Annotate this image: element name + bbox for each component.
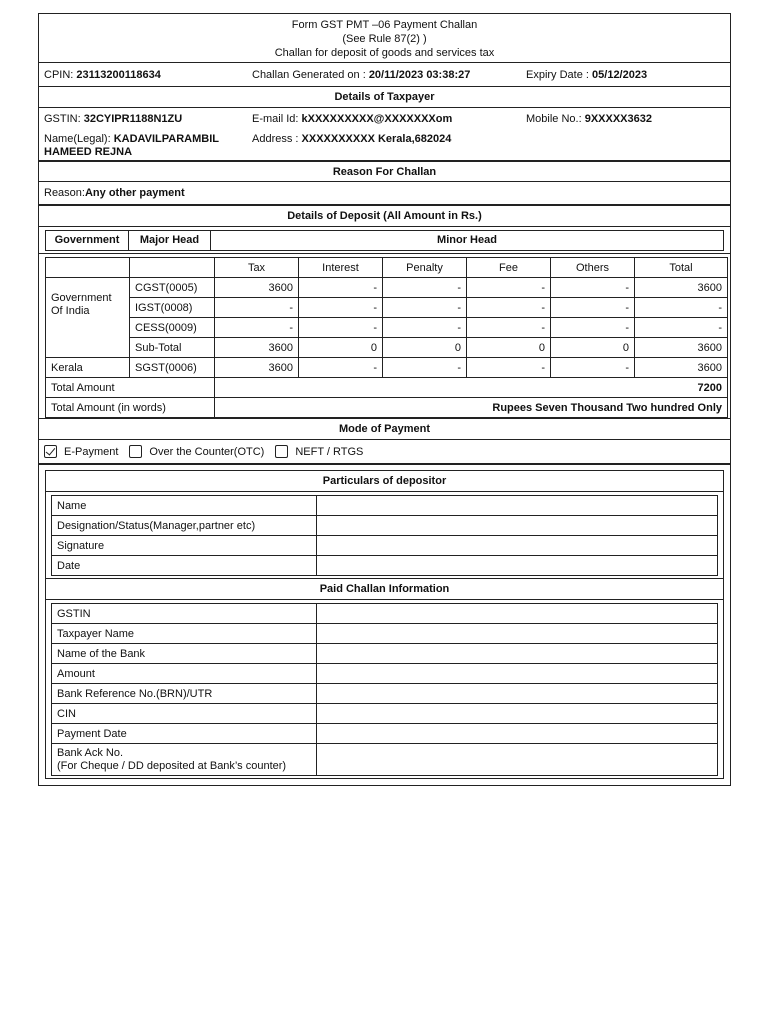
amount-words-label: Total Amount (in words) <box>46 398 215 418</box>
table-row <box>46 318 728 338</box>
checkbox-icon[interactable] <box>275 445 288 458</box>
depositor-field-value <box>317 516 718 536</box>
depositor-section <box>39 465 730 785</box>
deposit-table <box>45 257 728 418</box>
gstin-value: 32CYIPR1188N1ZU <box>83 113 183 125</box>
amount-cell: - <box>299 298 383 318</box>
taxpayer-details <box>39 108 730 162</box>
address-label: Address : <box>252 133 302 145</box>
table-row <box>52 604 718 624</box>
amount-cell: - <box>215 298 299 318</box>
bank-ack-line2: (For Cheque / DD deposited at Bank’s counter) <box>57 759 287 772</box>
paid-field-label: Amount <box>52 664 317 684</box>
amount-cell: - <box>299 358 383 378</box>
name-value-2: HAMEED REJNA <box>44 146 133 158</box>
table-row <box>46 278 728 298</box>
table-row <box>52 556 718 576</box>
amount-cell: - <box>215 318 299 338</box>
depositor-table-wrap <box>46 492 723 579</box>
column-header: Penalty <box>383 258 467 278</box>
paid-info-table-wrap <box>46 600 723 778</box>
bank-ack-value-cell <box>317 744 718 776</box>
major-head-cell: CGST(0005) <box>130 278 215 298</box>
paid-field-label: Payment Date <box>52 724 317 744</box>
total-amount-value: 7200 <box>215 378 728 398</box>
amount-cell: 3600 <box>215 338 299 358</box>
table-row <box>52 664 718 684</box>
depositor-outer-box <box>45 470 724 779</box>
amount-cell: - <box>551 278 635 298</box>
deposit-head-row <box>39 227 730 254</box>
mobile <box>526 113 652 125</box>
head-government: Government <box>46 230 129 250</box>
amount-cell: - <box>299 278 383 298</box>
depositor-field-label: Name <box>52 496 317 516</box>
column-header-row <box>46 258 728 278</box>
major-head-cell: Sub-Total <box>130 338 215 358</box>
depositor-field-label: Designation/Status(Manager,partner etc) <box>52 516 317 536</box>
email-label: E-mail Id: <box>252 113 302 125</box>
email <box>252 113 452 125</box>
amount-cell: - <box>299 318 383 338</box>
empty-header-cell <box>130 258 215 278</box>
cpin-value: 23113200118634 <box>76 68 161 81</box>
gov-india-cell: Government Of India <box>46 278 130 358</box>
amount-cell: 3600 <box>215 358 299 378</box>
payment-option[interactable] <box>129 445 264 458</box>
column-header: Fee <box>467 258 551 278</box>
reason-value: Any other payment <box>84 187 185 199</box>
depositor-field-value <box>317 556 718 576</box>
address <box>252 133 451 145</box>
amount-cell: 3600 <box>635 278 728 298</box>
amount-cell: - <box>383 278 467 298</box>
cpin <box>44 69 161 81</box>
generated-label: Challan Generated on : <box>252 68 369 81</box>
table-row <box>46 298 728 318</box>
address-value: XXXXXXXXXX Kerala,682024 <box>301 133 452 145</box>
empty-header-cell <box>46 258 130 278</box>
amount-words-row <box>46 398 728 418</box>
expiry-label: Expiry Date : <box>526 68 593 81</box>
payment-option[interactable] <box>44 445 118 458</box>
paid-field-value <box>317 684 718 704</box>
name-value-1: KADAVILPARAMBIL <box>113 133 220 145</box>
paid-info-heading: Paid Challan Information <box>46 579 723 600</box>
email-value: kXXXXXXXXX@XXXXXXXom <box>301 113 453 125</box>
table-row <box>52 704 718 724</box>
depositor-table <box>51 495 718 576</box>
payment-option[interactable] <box>275 445 363 458</box>
amount-cell: - <box>467 358 551 378</box>
paid-field-value <box>317 704 718 724</box>
checkbox-icon[interactable] <box>44 445 57 458</box>
paid-field-label: CIN <box>52 704 317 724</box>
payment-mode-heading: Mode of Payment <box>39 419 730 440</box>
challan-info-row <box>39 63 730 87</box>
table-row <box>52 724 718 744</box>
bank-ack-label <box>52 744 317 776</box>
amount-words-value: Rupees Seven Thousand Two hundred Only <box>215 398 728 418</box>
taxpayer-heading: Details of Taxpayer <box>39 87 730 108</box>
depositor-field-value <box>317 496 718 516</box>
head-major: Major Head <box>129 230 211 250</box>
paid-field-label: Name of the Bank <box>52 644 317 664</box>
table-row <box>52 644 718 664</box>
depositor-field-label: Signature <box>52 536 317 556</box>
paid-field-value <box>317 724 718 744</box>
deposit-table-wrap <box>39 254 730 419</box>
amount-cell: 0 <box>467 338 551 358</box>
amount-cell: - <box>551 318 635 338</box>
form-title: Form GST PMT –06 Payment Challan <box>291 18 478 31</box>
checkbox-icon[interactable] <box>129 445 142 458</box>
amount-cell: - <box>551 298 635 318</box>
mobile-value: 9XXXXX3632 <box>584 113 652 125</box>
amount-cell: - <box>467 278 551 298</box>
reason-heading: Reason For Challan <box>39 162 730 182</box>
mobile-label: Mobile No.: <box>526 113 585 125</box>
payment-option-label: E-Payment <box>64 445 119 458</box>
cpin-label: CPIN: <box>44 68 77 81</box>
expiry-value: 05/12/2023 <box>592 68 648 81</box>
table-row <box>52 624 718 644</box>
generated-value: 20/11/2023 03:38:27 <box>368 68 471 81</box>
amount-cell: - <box>383 358 467 378</box>
expiry-date <box>526 69 647 81</box>
challan-generated <box>252 69 470 81</box>
table-row <box>52 496 718 516</box>
table-row <box>52 516 718 536</box>
major-head-cell: IGST(0008) <box>130 298 215 318</box>
state-cell: Kerala <box>46 358 130 378</box>
major-head-cell: SGST(0006) <box>130 358 215 378</box>
legal-name <box>44 133 219 159</box>
amount-cell: - <box>383 318 467 338</box>
amount-cell: 3600 <box>635 358 728 378</box>
amount-cell: 3600 <box>635 338 728 358</box>
column-header: Tax <box>215 258 299 278</box>
amount-cell: 0 <box>383 338 467 358</box>
head-table <box>45 230 724 251</box>
table-row <box>46 338 728 358</box>
deposit-heading: Details of Deposit (All Amount in Rs.) <box>39 206 730 227</box>
form-title-block <box>39 14 730 63</box>
column-header: Others <box>551 258 635 278</box>
paid-field-value <box>317 644 718 664</box>
paid-field-label: Taxpayer Name <box>52 624 317 644</box>
paid-field-value <box>317 664 718 684</box>
gstin <box>44 113 182 125</box>
form-rule: (See Rule 87(2) ) <box>342 32 427 45</box>
reason-row <box>39 182 730 206</box>
payment-mode-row <box>39 440 730 465</box>
total-amount-row <box>46 378 728 398</box>
name-label: Name(Legal): <box>44 133 114 145</box>
challan-form <box>38 13 731 786</box>
amount-cell: 0 <box>551 338 635 358</box>
amount-cell: - <box>467 298 551 318</box>
paid-field-label: GSTIN <box>52 604 317 624</box>
form-subtitle: Challan for deposit of goods and services tax <box>274 46 495 59</box>
amount-cell: 3600 <box>215 278 299 298</box>
paid-field-label: Bank Reference No.(BRN)/UTR <box>52 684 317 704</box>
major-head-cell: CESS(0009) <box>130 318 215 338</box>
payment-option-label: NEFT / RTGS <box>295 445 364 458</box>
amount-cell: - <box>551 358 635 378</box>
amount-cell: - <box>383 298 467 318</box>
bank-ack-line1: Bank Ack No. <box>57 746 124 759</box>
payment-option-label: Over the Counter(OTC) <box>149 445 265 458</box>
column-header: Total <box>635 258 728 278</box>
gstin-label: GSTIN: <box>44 113 84 125</box>
column-header: Interest <box>299 258 383 278</box>
depositor-field-value <box>317 536 718 556</box>
head-minor: Minor Head <box>211 230 724 250</box>
amount-cell: - <box>467 318 551 338</box>
depositor-field-label: Date <box>52 556 317 576</box>
paid-info-table <box>51 603 718 776</box>
amount-cell: - <box>635 318 728 338</box>
amount-cell: - <box>635 298 728 318</box>
bank-ack-row <box>52 744 718 776</box>
table-row <box>52 684 718 704</box>
paid-field-value <box>317 604 718 624</box>
amount-cell: 0 <box>299 338 383 358</box>
paid-field-value <box>317 624 718 644</box>
table-row <box>52 536 718 556</box>
depositor-heading: Particulars of depositor <box>46 471 723 492</box>
table-row <box>46 358 728 378</box>
total-amount-label: Total Amount <box>46 378 215 398</box>
reason-label: Reason: <box>44 187 85 199</box>
